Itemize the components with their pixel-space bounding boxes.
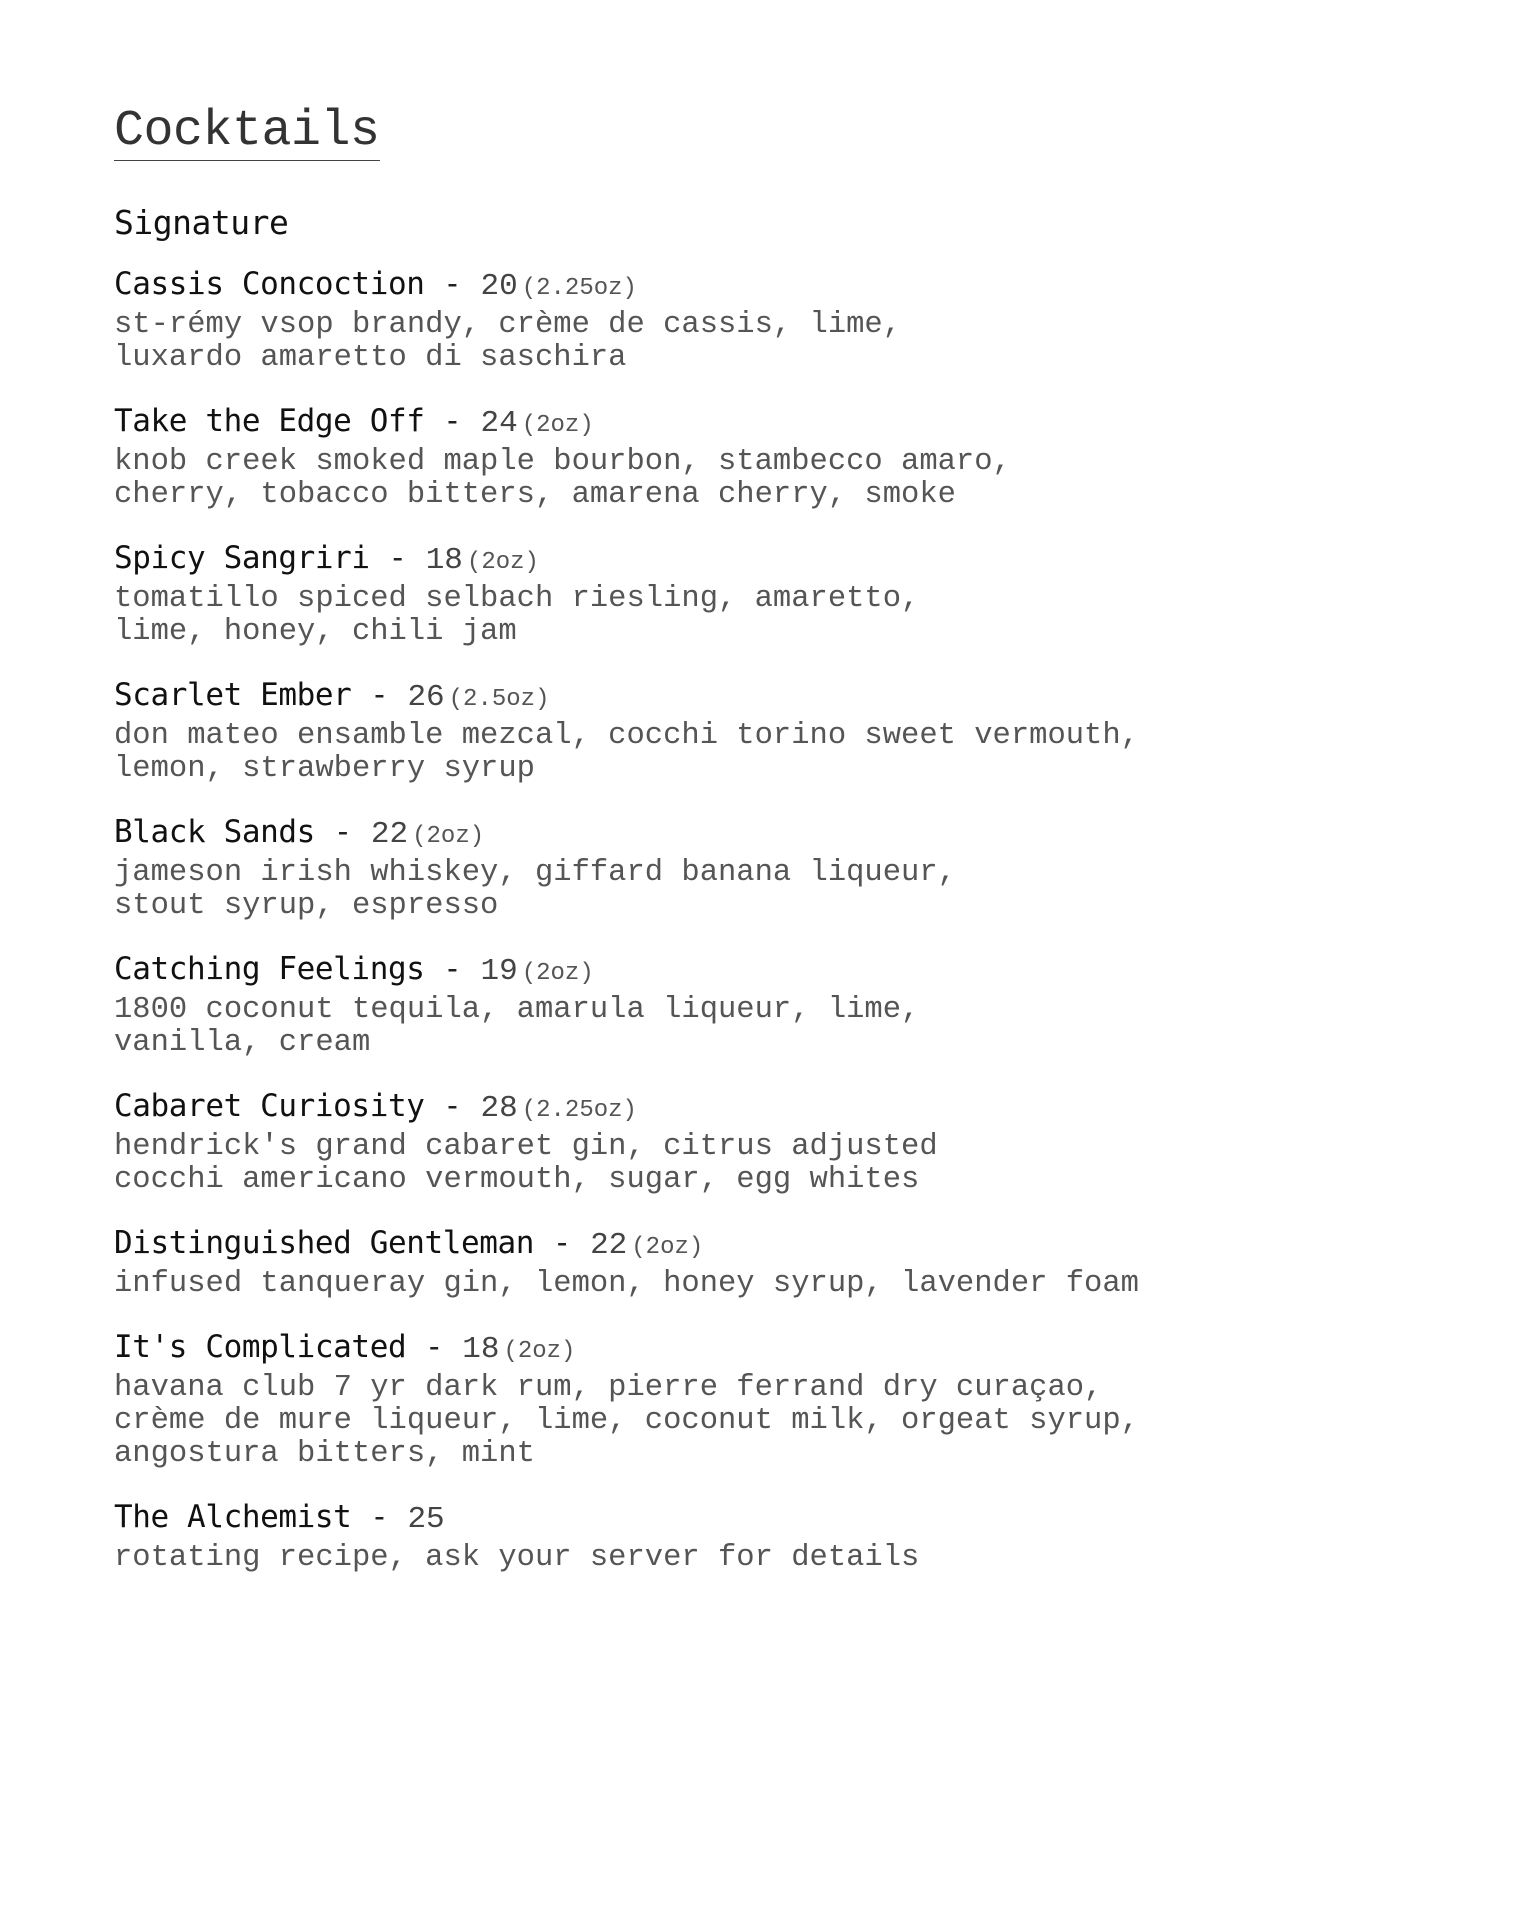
menu-item-price: 19 (480, 954, 518, 989)
menu-item-separator: - (534, 1225, 591, 1261)
menu-item-separator: - (351, 677, 408, 713)
page-title: Cocktails (114, 103, 380, 160)
menu-item-header (114, 402, 1414, 446)
menu-item-header (114, 1328, 1414, 1372)
menu-item-size: (2oz) (412, 823, 485, 850)
menu-item-description: hendrick's grand cabaret gin, citrus adjusted cocchi americano vermouth, sugar, egg whites (114, 1130, 938, 1197)
menu-item-separator: - (406, 1329, 463, 1365)
menu-page (114, 104, 1414, 1602)
menu-item-header (114, 950, 1414, 994)
menu-item (114, 813, 1414, 923)
menu-item-name: Black Sands (114, 814, 315, 850)
menu-item-header (114, 539, 1414, 583)
menu-item-header (114, 1224, 1414, 1268)
menu-item-header (114, 1498, 1414, 1542)
menu-item-description: don mateo ensamble mezcal, cocchi torino sweet vermouth, lemon, strawberry syrup (114, 719, 1139, 786)
menu-item-description: st-rémy vsop brandy, crème de cassis, lime, luxardo amaretto di saschira (114, 308, 902, 375)
menu-item-price: 28 (480, 1091, 518, 1126)
menu-item (114, 950, 1414, 1060)
menu-item-name: Distinguished Gentleman (114, 1225, 535, 1261)
menu-item-size: (2.25oz) (521, 275, 637, 302)
menu-item-description: tomatillo spiced selbach riesling, amaretto, lime, honey, chili jam (114, 582, 920, 649)
menu-item-price: 18 (462, 1332, 500, 1367)
menu-item-size: (2oz) (631, 1234, 704, 1261)
menu-item-size: (2oz) (521, 960, 594, 987)
menu-item-separator: - (424, 266, 481, 302)
menu-item-name: Cabaret Curiosity (114, 1088, 425, 1124)
menu-item (114, 1328, 1414, 1471)
menu-item-size: (2oz) (466, 549, 539, 576)
menu-item-separator: - (424, 1088, 481, 1124)
menu-item (114, 1224, 1414, 1301)
menu-item-price: 26 (407, 680, 445, 715)
menu-item-size: (2oz) (521, 412, 594, 439)
menu-item-price: 25 (407, 1502, 445, 1537)
menu-item (114, 539, 1414, 649)
menu-item (114, 1087, 1414, 1197)
menu-item (114, 265, 1414, 375)
menu-item-price: 22 (370, 817, 409, 852)
section-heading-signature: Signature (114, 203, 289, 242)
menu-item-description: rotating recipe, ask your server for details (114, 1541, 920, 1575)
menu-item-price: 18 (425, 543, 463, 578)
menu-item (114, 402, 1414, 512)
menu-item-list (114, 265, 1414, 1575)
menu-item-description: infused tanqueray gin, lemon, honey syrup, lavender foam (114, 1267, 1139, 1301)
menu-item-separator: - (424, 403, 481, 439)
menu-item-name: Catching Feelings (114, 951, 425, 987)
menu-item-description: havana club 7 yr dark rum, pierre ferrand dry curaçao, crème de mure liqueur, lime, coconut milk, orgeat syrup, angostura bitters, mint (114, 1371, 1139, 1471)
menu-item (114, 676, 1414, 786)
menu-item-price: 22 (590, 1228, 628, 1263)
menu-item-separator: - (314, 814, 371, 850)
menu-item-price: 24 (480, 406, 518, 441)
menu-item-price: 20 (480, 269, 518, 304)
menu-item-name: Scarlet Ember (114, 677, 352, 713)
menu-item-separator: - (369, 540, 426, 576)
menu-item-separator: - (424, 951, 481, 987)
menu-item-header (114, 676, 1414, 720)
menu-item-header (114, 813, 1414, 857)
menu-item-size: (2.5oz) (448, 686, 550, 713)
menu-item-name: Take the Edge Off (114, 403, 425, 439)
menu-item-header (114, 1087, 1414, 1131)
menu-item-name: Cassis Concoction (114, 266, 425, 302)
menu-item-separator: - (351, 1499, 408, 1535)
menu-item-size: (2oz) (503, 1338, 576, 1365)
menu-item-header (114, 265, 1414, 309)
menu-item-description: jameson irish whiskey, giffard banana liqueur, stout syrup, espresso (114, 856, 956, 923)
menu-item-name: Spicy Sangriri (114, 540, 370, 576)
menu-item-description: knob creek smoked maple bourbon, stambecco amaro, cherry, tobacco bitters, amarena cherry, smoke (114, 445, 1011, 512)
menu-item-name: It's Complicated (114, 1329, 407, 1365)
menu-item (114, 1498, 1414, 1575)
menu-item-name: The Alchemist (114, 1499, 352, 1535)
menu-item-size: (2.25oz) (521, 1097, 637, 1124)
menu-item-description: 1800 coconut tequila, amarula liqueur, lime, vanilla, cream (114, 993, 920, 1060)
